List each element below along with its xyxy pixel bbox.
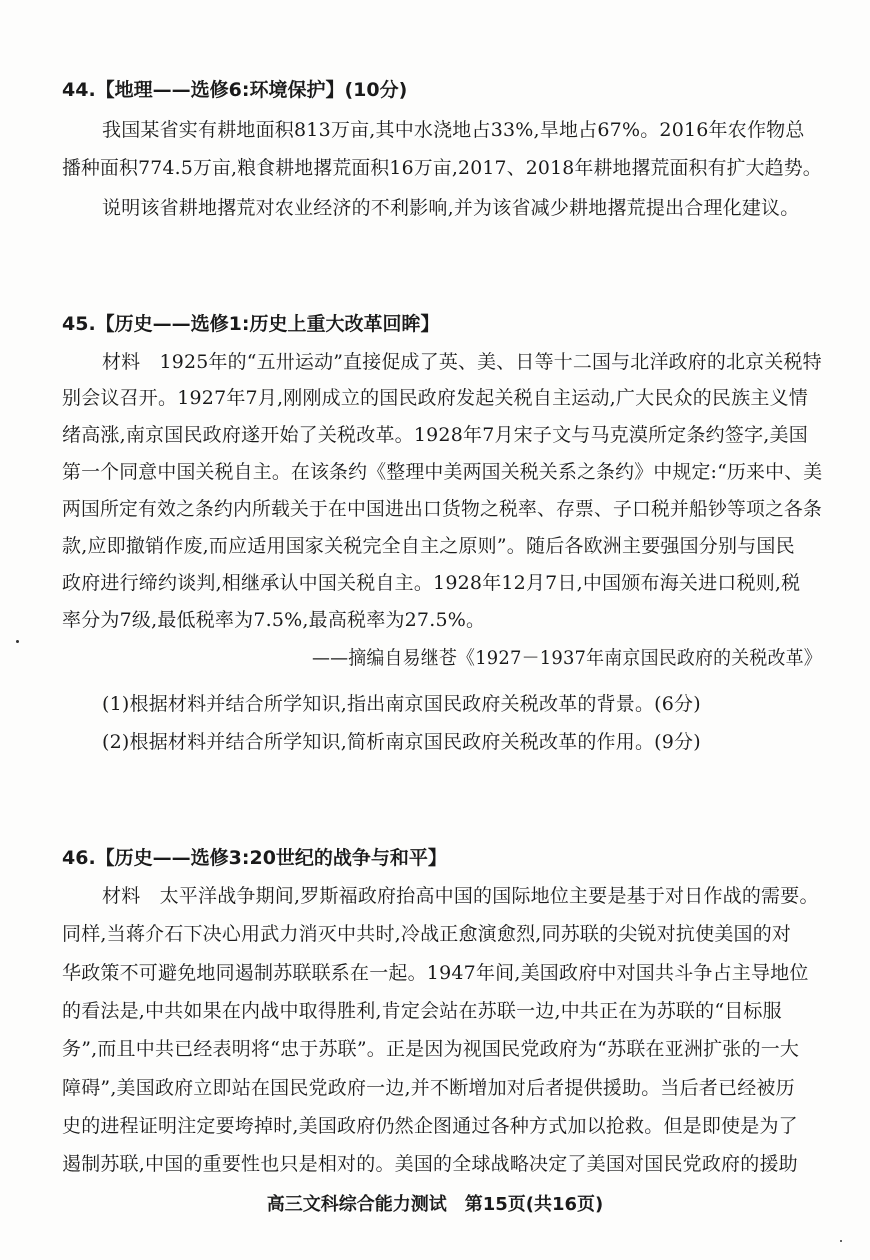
q46-line-4: 的看法是,中共如果在内战中取得胜利,肯定会站在苏联一边,中共正在为苏联的“目标服 [62,1000,782,1022]
q45-line-2: 别会议召开。1927年7月,刚刚成立的国民政府发起关税自主运动,广大民众的民族主义情 [62,387,808,409]
q45-line-4: 第一个同意中国关税自主。在该条约《整理中美两国关税关系之条约》中规定:“历来中、美 [62,461,823,483]
q44-line-3: 说明该省耕地撂荒对农业经济的不利影响,并为该省减少耕地撂荒提出合理化建议。 [102,197,800,219]
scan-speck [840,1240,842,1242]
q46-line-7: 史的进程证明注定要垮掉时,美国政府仍然企图通过各种方式加以抢救。但是即使是为了 [62,1115,798,1137]
q44-line-1: 我国某省实有耕地面积813万亩,其中水浇地占33%,旱地占67%。2016年农作物总 [102,119,805,141]
q46-line-6: 障碍”,美国政府立即站在国民党政府一边,并不断增加对后者提供援助。当后者已经被历 [62,1077,795,1099]
q46-line-1: 材料 太平洋战争期间,罗斯福政府抬高中国的国际地位主要是基于对日作战的需要。 [102,885,819,907]
q45-source: ——摘编自易继苍《1927－1937年南京国民政府的关税改革》 [312,647,822,669]
q44-heading: 44.【地理——选修6:环境保护】(10分) [62,79,408,101]
q45-line-3: 绪高涨,南京国民政府遂开始了关税改革。1928年7月宋子文与马克漠所定条约签字,美国 [62,424,808,446]
q45-line-1: 材料 1925年的“五卅运动”直接促成了英、美、日等十二国与北洋政府的北京关税特 [102,351,822,373]
q45-line-5: 两国所定有效之条约内所载关于在中国进出口货物之税率、存票、子口税并船钞等项之各条 [62,498,823,520]
q45-heading: 45.【历史——选修1:历史上重大改革回眸】 [62,313,440,335]
q45-subquestion-2: (2)根据材料并结合所学知识,简析南京国民政府关税改革的作用。(9分) [102,731,701,753]
scan-speck [16,640,19,643]
q45-subquestion-1: (1)根据材料并结合所学知识,指出南京国民政府关税改革的背景。(6分) [102,693,701,715]
q46-line-5: 务”,而且中共已经表明将“忠于苏联”。正是因为视国民党政府为“苏联在亚洲扩张的一大 [62,1038,800,1060]
q45-line-6: 款,应即撤销作废,而应适用国家关税完全自主之原则”。随后各欧洲主要强国分别与国民 [62,535,795,557]
q45-line-7: 政府进行缔约谈判,相继承认中国关税自主。1928年12月7日,中国颁布海关进口税则,税 [62,572,801,594]
q46-heading: 46.【历史——选修3:20世纪的战争与和平】 [62,847,447,869]
page-footer: 高三文科综合能力测试 第15页(共16页) [266,1194,604,1215]
q45-line-8: 率分为7级,最低税率为7.5%,最高税率为27.5%。 [62,609,486,631]
q46-line-8: 遏制苏联,中国的重要性也只是相对的。美国的全球战略决定了美国对国民党政府的援助 [62,1153,798,1175]
q44-line-2: 播种面积774.5万亩,粮食耕地撂荒面积16万亩,2017、2018年耕地撂荒面积有扩大趋势。 [62,157,822,179]
q46-line-3: 华政策不可避免地同遏制苏联联系在一起。1947年间,美国政府中对国共斗争占主导地位 [62,962,809,984]
q46-line-2: 同样,当蒋介石下决心用武力消灭中共时,冷战正愈演愈烈,同苏联的尖锐对抗使美国的对 [62,923,792,945]
